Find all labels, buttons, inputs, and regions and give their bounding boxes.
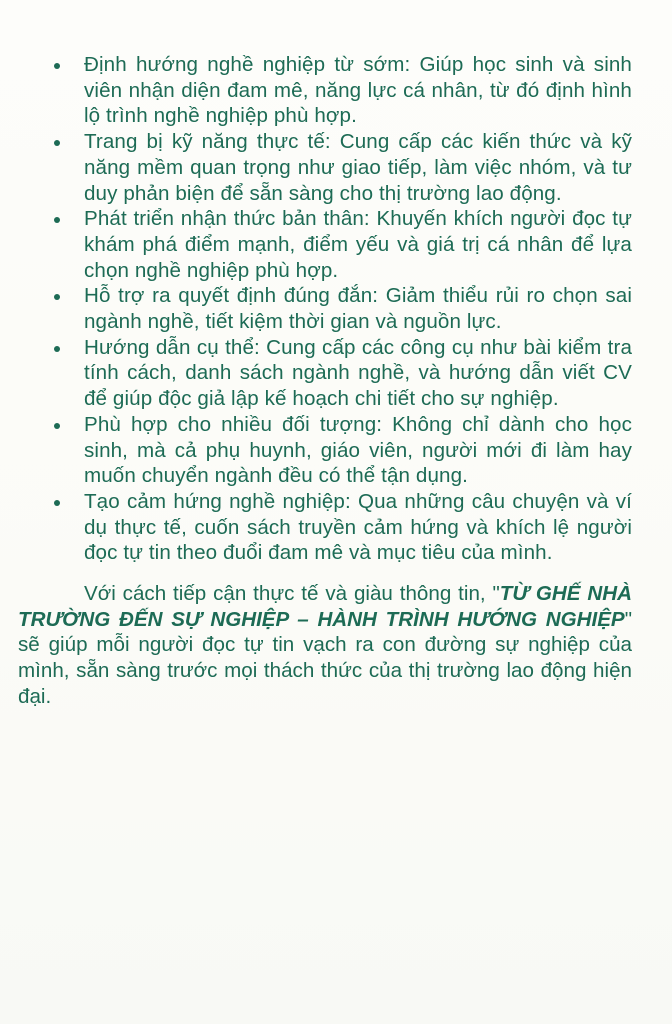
summary-paragraph xyxy=(18,581,632,710)
bullet-icon xyxy=(54,217,60,223)
bullet-icon xyxy=(54,500,60,506)
list-item xyxy=(18,52,632,129)
summary-suffix: " sẽ giúp mỗi người đọc tự tin vạch ra con đường sự nghiệp của mình, sẵn sàng trước mọi thách thức của thị trường lao động hiện đại. xyxy=(18,607,632,708)
summary-prefix: Với cách tiếp cận thực tế và giàu thông tin, " xyxy=(84,582,500,606)
page-content xyxy=(18,52,632,730)
book-title: TỪ GHẾ NHÀ TRƯỜNG ĐẾN SỰ NGHIỆP – HÀNH TRÌNH HƯỚNG NGHIỆP xyxy=(18,582,632,631)
list-item-text: Trang bị kỹ năng thực tế: Cung cấp các kiến thức và kỹ năng mềm quan trọng như giao tiếp, làm việc nhóm, và tư duy phản biện để sẵn sàng cho thị trường lao động. xyxy=(84,130,632,205)
list-item xyxy=(18,206,632,283)
bullet-icon xyxy=(54,63,60,69)
list-item xyxy=(18,129,632,206)
bullet-icon xyxy=(54,294,60,300)
list-item xyxy=(18,335,632,412)
benefit-list xyxy=(18,52,632,566)
bullet-icon xyxy=(54,346,60,352)
bullet-icon xyxy=(54,140,60,146)
list-item-text: Hướng dẫn cụ thể: Cung cấp các công cụ như bài kiểm tra tính cách, danh sách ngành nghề, và hướng dẫn viết CV để giúp độc giả lập kế hoạch chi tiết cho sự nghiệp. xyxy=(84,335,632,411)
list-item xyxy=(18,489,632,566)
list-item-text: Hỗ trợ ra quyết định đúng đắn: Giảm thiểu rủi ro chọn sai ngành nghề, tiết kiệm thời gian và nguồn lực. xyxy=(84,284,632,334)
list-item-text: Định hướng nghề nghiệp từ sớm: Giúp học sinh và sinh viên nhận diện đam mê, năng lực cá nhân, từ đó định hình lộ trình nghề nghiệp phù hợp. xyxy=(84,53,632,128)
bullet-icon xyxy=(54,423,60,429)
list-item xyxy=(18,283,632,334)
list-item-text: Tạo cảm hứng nghề nghiệp: Qua những câu chuyện và ví dụ thực tế, cuốn sách truyền cảm hứng và khích lệ người đọc tự tin theo đuổi đam mê và mục tiêu của mình. xyxy=(84,489,632,565)
list-item-text: Phát triển nhận thức bản thân: Khuyến khích người đọc tự khám phá điểm mạnh, điểm yếu và giá trị cá nhân để lựa chọn nghề nghiệp phù hợp. xyxy=(84,207,632,282)
list-item xyxy=(18,412,632,489)
list-item-text: Phù hợp cho nhiều đối tượng: Không chỉ dành cho học sinh, mà cả phụ huynh, giáo viên, người mới đi làm hay muốn chuyển ngành đều có thể tận dụng. xyxy=(84,412,632,488)
